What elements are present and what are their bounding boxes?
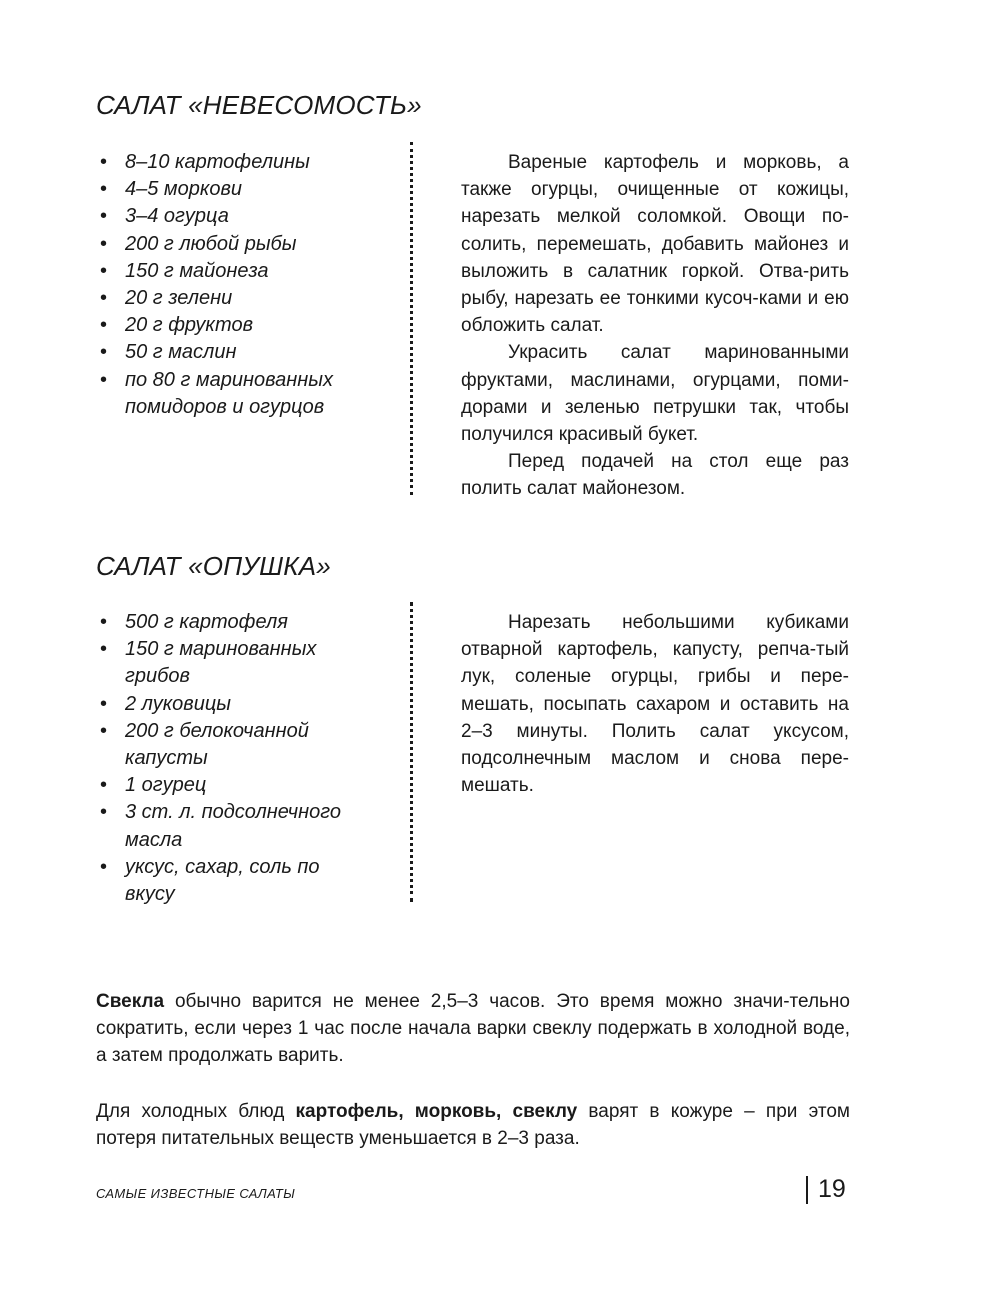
list-item: • 3 ст. л. подсолнечного масла <box>96 799 366 853</box>
method-paragraph: Украсить салат маринованными фруктами, маслинами, огурцами, поми-​дорами и зеленью петрушки так, чтобы получился красивый букет. <box>461 342 849 446</box>
list-item: • 50 г маслин <box>96 339 396 366</box>
note-bold-term: Свекла <box>96 991 165 1012</box>
dotted-divider <box>410 602 413 902</box>
list-item: • 500 г картофеля <box>96 609 366 636</box>
list-item: • уксус, сахар, соль по вкусу <box>96 854 366 908</box>
method-paragraph: Вареные картофель и морковь, а также огурцы, очищенные от кожицы, нарезать мелкой соломкой. Овощи по-​солить, перемешать, добавить майонез и выложить в салатник горкой. Отва-​рить рыбу, нарезать ее тонкими кусоч-​ками и ею обложить салат. <box>461 152 849 337</box>
list-item: • 20 г зелени <box>96 285 396 312</box>
list-item: • 8–10 картофелины <box>96 149 396 176</box>
note-text: обычно варится не менее 2,5–3 часов. Это время можно значи-​тельно сократить, если через 1 час после начала варки свеклу подержать в холодной воде, а затем продолжать варить. <box>96 991 850 1067</box>
list-item: • 2 луковицы <box>96 691 366 718</box>
recipe-title: САЛАТ «ОПУШКА» <box>96 551 331 581</box>
list-item: • 3–4 огурца <box>96 203 396 230</box>
list-item: • 200 г любой рыбы <box>96 231 396 258</box>
note-text: варят в кожуре – при этом потеря питательных веществ уменьшается в 2–3 раза. <box>96 1101 850 1150</box>
note-cold-dishes <box>96 1098 850 1152</box>
list-item: • 200 г белокочанной капусты <box>96 718 366 772</box>
dotted-divider <box>410 142 413 495</box>
note-beetroot <box>96 988 850 1070</box>
list-item: • 4–5 моркови <box>96 176 396 203</box>
ingredient-list <box>96 609 366 908</box>
list-item: • 1 огурец <box>96 772 366 799</box>
method-paragraph: Перед подачей на стол еще раз полить салат майонезом. <box>461 451 849 500</box>
ingredient-list <box>96 149 396 421</box>
list-item: • 150 г маринованных грибов <box>96 636 366 690</box>
method-paragraph: Нарезать небольшими кубиками отварной картофель, капусту, репча-​тый лук, соленые огурцы, грибы и пере-​мешать, посыпать сахаром и оставить на 2–3 минуты. Полить салат уксусом, подсолнечным маслом и снова пере-​мешать. <box>461 612 849 797</box>
note-text: Для холодных блюд <box>96 1101 296 1122</box>
running-footer: САМЫЕ ИЗВЕСТНЫЕ САЛАТЫ <box>96 1186 296 1201</box>
recipe-method <box>461 609 849 799</box>
page-number: 19 <box>818 1175 846 1203</box>
recipe-title: САЛАТ «НЕВЕСОМОСТЬ» <box>96 90 422 120</box>
recipe-method <box>461 149 849 503</box>
note-bold-term: картофель, морковь, свеклу <box>295 1101 578 1122</box>
list-item: • 150 г майонеза <box>96 258 396 285</box>
page-number-bar <box>806 1176 808 1204</box>
list-item: • по 80 г маринованных помидоров и огурцов <box>96 367 396 421</box>
list-item: • 20 г фруктов <box>96 312 396 339</box>
